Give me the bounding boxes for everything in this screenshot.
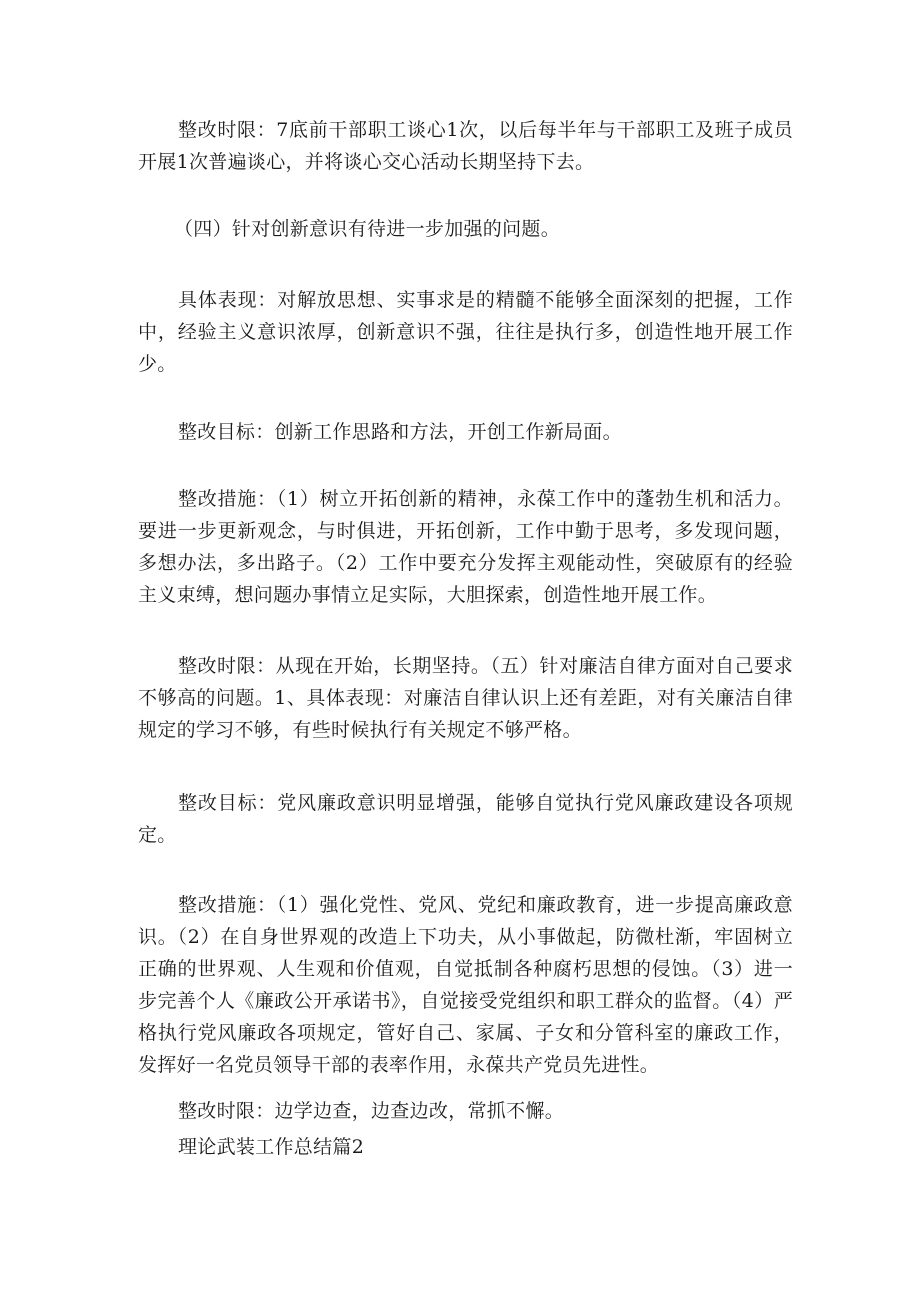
paragraph-deadline-talks: 整改时限：7底前干部职工谈心1次，以后每半年与干部职工及班子成员开展1次普遍谈心，并将谈心交心活动长期坚持下去。	[138, 119, 793, 173]
section-heading-4: （四）针对创新意识有待进一步加强的问题。	[174, 218, 561, 240]
paragraph-deadline-ongoing: 整改时限：边学边查，边查边改，常抓不懈。	[178, 1100, 565, 1122]
section-title-part-2: 理论武装工作总结篇2	[178, 1136, 365, 1158]
paragraph-specific-performance: 具体表现：对解放思想、实事求是的精髓不能够全面深刻的把握，工作中，经验主义意识浓厚，创新意识不强，往往是执行多，创造性地开展工作少。	[138, 289, 793, 375]
paragraph-target-innovation: 整改目标：创新工作思路和方法，开创工作新局面。	[178, 421, 622, 443]
paragraph-measures-integrity: 整改措施：（1）强化党性、党风、党纪和廉政教育，进一步提高廉政意识。（2）在自身世界观的改造上下功夫，从小事做起，防微杜渐，牢固树立正确的世界观、人生观和价值观，自觉抵制各种腐朽思想的侵蚀。（3）进一步完善个人《廉政公开承诺书》，自觉接受党组织和职工群众的监督。（4）严格执行党风廉政各项规定，管好自己、家属、子女和分管科室的廉政工作，发挥好一名党员领导干部的表率作用，永葆共产党员先进性。	[138, 894, 793, 1076]
paragraph-target-integrity: 整改目标：党风廉政意识明显增强，能够自觉执行党风廉政建设各项规定。	[138, 792, 793, 846]
paragraph-deadline-integrity: 整改时限：从现在开始，长期坚持。（五）针对廉洁自律方面对自己要求不够高的问题。1、具体表现：对廉洁自律认识上还有差距，对有关廉洁自律规定的学习不够，有些时候执行有关规定不够严格。	[138, 655, 793, 741]
paragraph-measures-innovation: 整改措施：（1）树立开拓创新的精神，永葆工作中的蓬勃生机和活力。要进一步更新观念，与时俱进，开拓创新，工作中勤于思考，多发现问题，多想办法，多出路子。（2）工作中要充分发挥主观能动性，突破原有的经验主义束缚，想问题办事情立足实际，大胆探索，创造性地开展工作。	[138, 488, 793, 606]
